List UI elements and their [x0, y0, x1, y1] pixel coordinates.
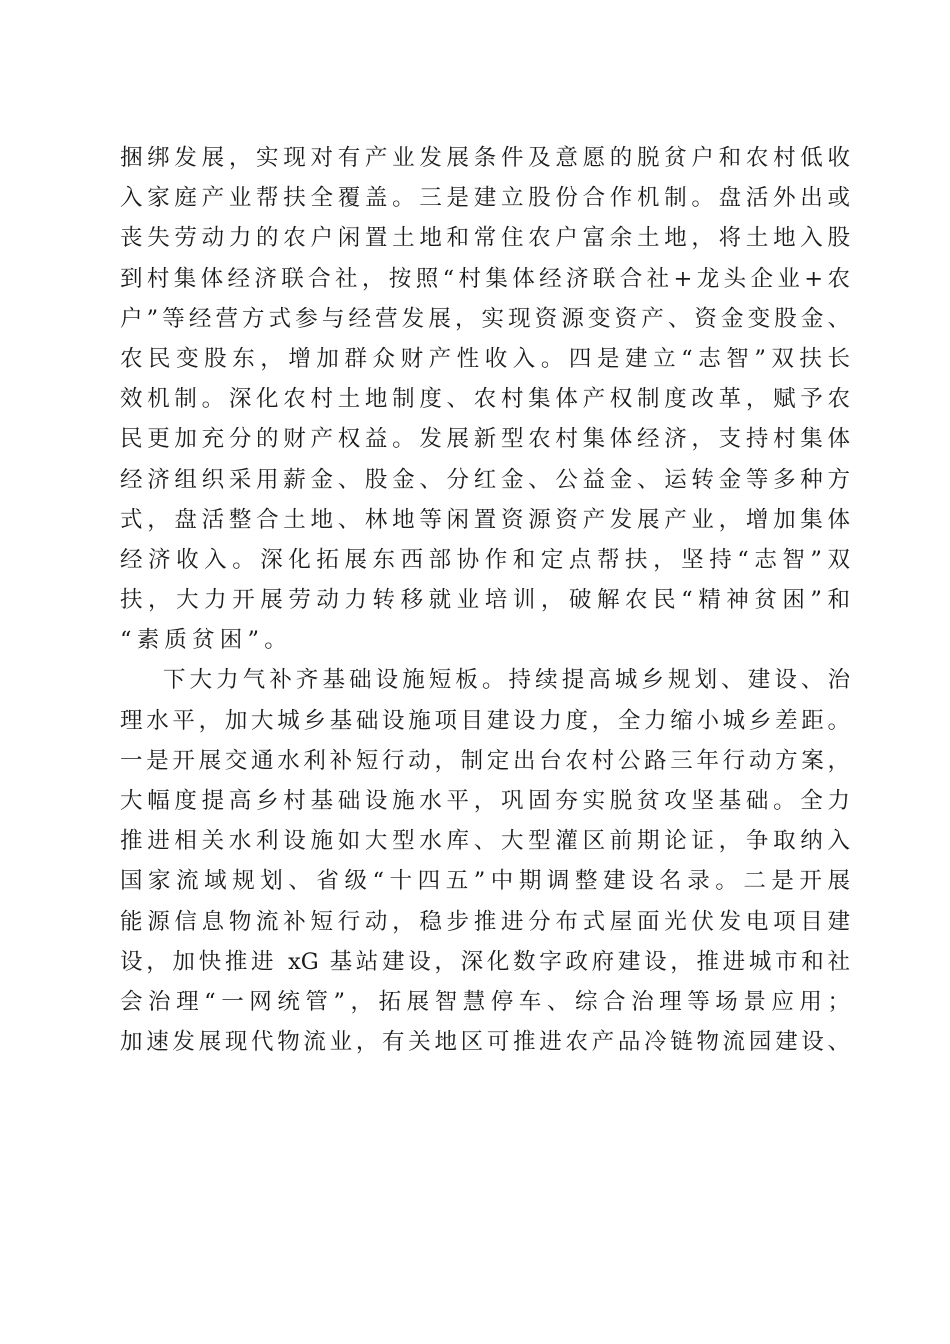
text-line: 大幅度提高乡村基础设施水平，巩固夯实脱贫攻坚基础。全力 [120, 788, 850, 814]
text-line: 能源信息物流补短行动，稳步推进分布式屋面光伏发电项目建 [120, 908, 850, 935]
document-body [120, 138, 850, 1062]
text-line: 农民变股东，增加群众财产性收入。四是建立“志智”双扶长 [120, 345, 850, 372]
text-line: 理水平，加大城乡基础设施项目建设力度，全力缩小城乡差距。 [120, 707, 850, 734]
text-line: 会治理“一网统管”，拓展智慧停车、综合治理等场景应用； [120, 988, 850, 1015]
text-line: “素质贫困”。 [120, 627, 292, 654]
text-line: 扶，大力开展劳动力转移就业培训，破解农民“精神贫困”和 [120, 587, 850, 614]
text-line: 推进相关水利设施如大型水库、大型灌区前期论证，争取纳入 [120, 828, 850, 855]
text-line: 设，加快推进 xG 基站建设，深化数字政府建设，推进城市和社 [120, 948, 850, 975]
paragraph-2 [120, 660, 850, 1062]
text-line: 丧失劳动力的农户闲置土地和常住农户富余土地，将土地入股 [120, 225, 850, 252]
paragraph-1 [120, 138, 850, 660]
text-line: 民更加充分的财产权益。发展新型农村集体经济，支持村集体 [120, 426, 850, 453]
text-line: 国家流域规划、省级“十四五”中期调整建设名录。二是开展 [120, 868, 850, 895]
text-line: 经济收入。深化拓展东西部协作和定点帮扶，坚持“志智”双 [120, 546, 850, 573]
text-line: 一是开展交通水利补短行动，制定出台农村公路三年行动方案， [120, 747, 850, 774]
text-line: 经济组织采用薪金、股金、分红金、公益金、运转金等多种方 [120, 466, 850, 493]
text-line: 捆绑发展，实现对有产业发展条件及意愿的脱贫户和农村低收 [120, 145, 850, 171]
text-line: 效机制。深化农村土地制度、农村集体产权制度改革，赋予农 [120, 386, 850, 413]
text-line: 加速发展现代物流业，有关地区可推进农产品冷链物流园建设、 [120, 1029, 850, 1056]
text-line: 下大力气补齐基础设施短板。持续提高城乡规划、建设、治 [163, 667, 850, 694]
text-line: 入家庭产业帮扶全覆盖。三是建立股份合作机制。盘活外出或 [120, 185, 850, 212]
text-line: 户”等经营方式参与经营发展，实现资源变资产、资金变股金、 [120, 305, 850, 332]
text-line: 到村集体经济联合社，按照“村集体经济联合社+龙头企业+农 [120, 265, 850, 292]
text-line: 式，盘活整合土地、林地等闲置资源资产发展产业，增加集体 [120, 506, 850, 533]
